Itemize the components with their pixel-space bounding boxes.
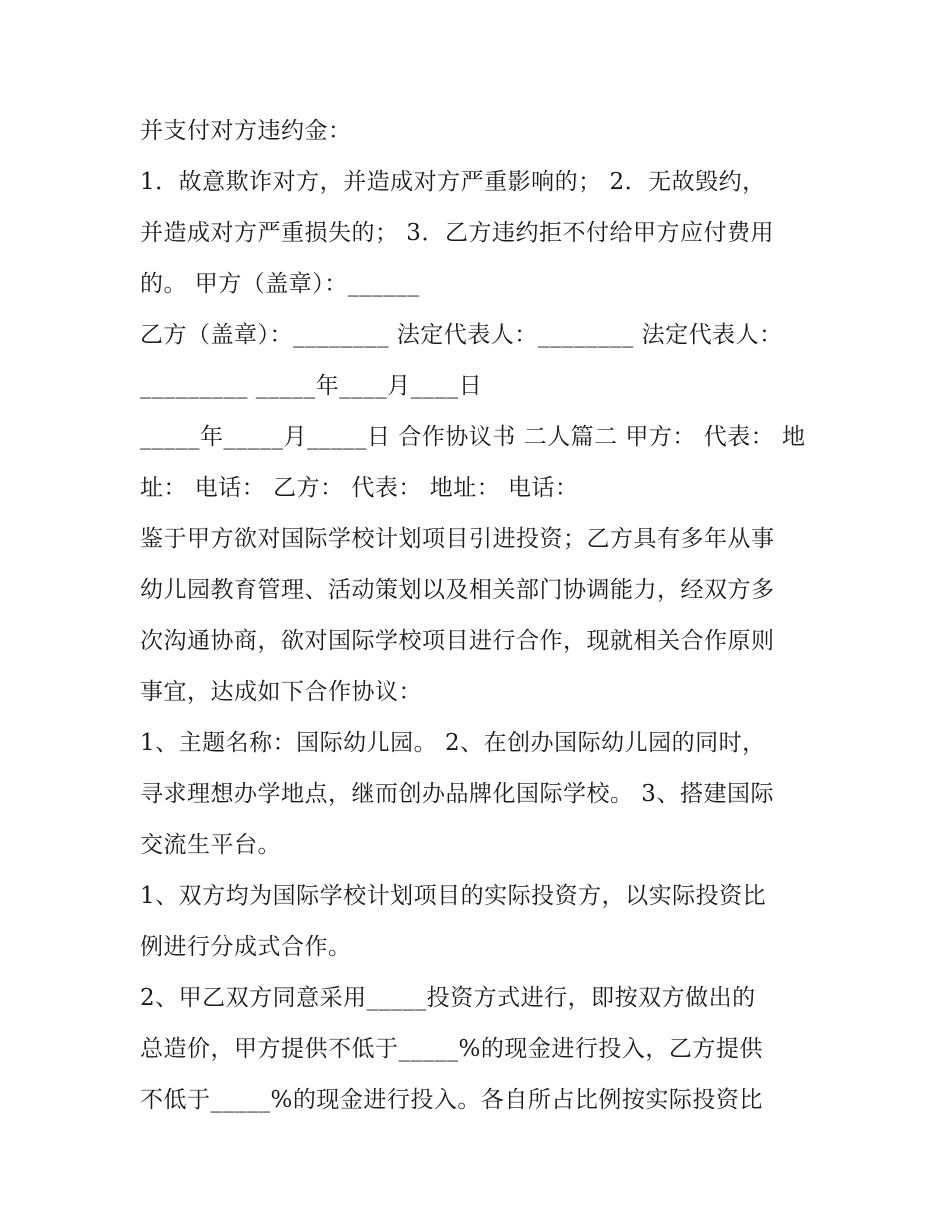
text-line: 不低于_____%的现金进行投入。各自所占比例按实际投资比 bbox=[140, 1087, 763, 1113]
text-line: 1、主题名称：国际幼儿园。 2、在创办国际幼儿园的同时， bbox=[140, 730, 766, 756]
text-line: 2、甲乙双方同意采用_____投资方式进行，即按双方做出的 bbox=[140, 985, 756, 1011]
text-line: 例进行分成式合作。 bbox=[140, 934, 352, 960]
text-line: _________ _____年____月____日 bbox=[140, 373, 483, 399]
text-line: 鉴于甲方欲对国际学校计划项目引进投资；乙方具有多年从事 bbox=[140, 526, 775, 552]
text-line: 址： 电话： 乙方： 代表： 地址： 电话： bbox=[140, 475, 579, 501]
text-line: 的。 甲方（盖章）：______ bbox=[140, 271, 420, 297]
text-line: 寻求理想办学地点，继而创办品牌化国际学校。 3、搭建国际 bbox=[140, 781, 774, 807]
text-line: 1、双方均为国际学校计划项目的实际投资方，以实际投资比 bbox=[140, 883, 767, 909]
text-line: 总造价，甲方提供不低于_____%的现金进行投入，乙方提供 bbox=[140, 1036, 763, 1062]
text-line: 幼儿园教育管理、活动策划以及相关部门协调能力，经双方多 bbox=[140, 577, 775, 603]
text-line: 次沟通协商，欲对国际学校项目进行合作，现就相关合作原则 bbox=[140, 628, 775, 654]
text-line: 交流生平台。 bbox=[140, 832, 281, 858]
text-line: 1．故意欺诈对方，并造成对方严重影响的； 2．无故毁约， bbox=[140, 169, 766, 195]
text-line: 乙方（盖章）：________ 法定代表人：________ 法定代表人： bbox=[140, 322, 783, 348]
text-line: 事宜，达成如下合作协议： bbox=[140, 679, 422, 705]
text-line: 并支付对方违约金： bbox=[140, 118, 352, 144]
text-line: 并造成对方严重损失的； 3．乙方违约拒不付给甲方应付费用 bbox=[140, 220, 774, 246]
text-line: _____年_____月_____日 合作协议书 二人篇二 甲方： 代表： 地 bbox=[140, 424, 806, 450]
